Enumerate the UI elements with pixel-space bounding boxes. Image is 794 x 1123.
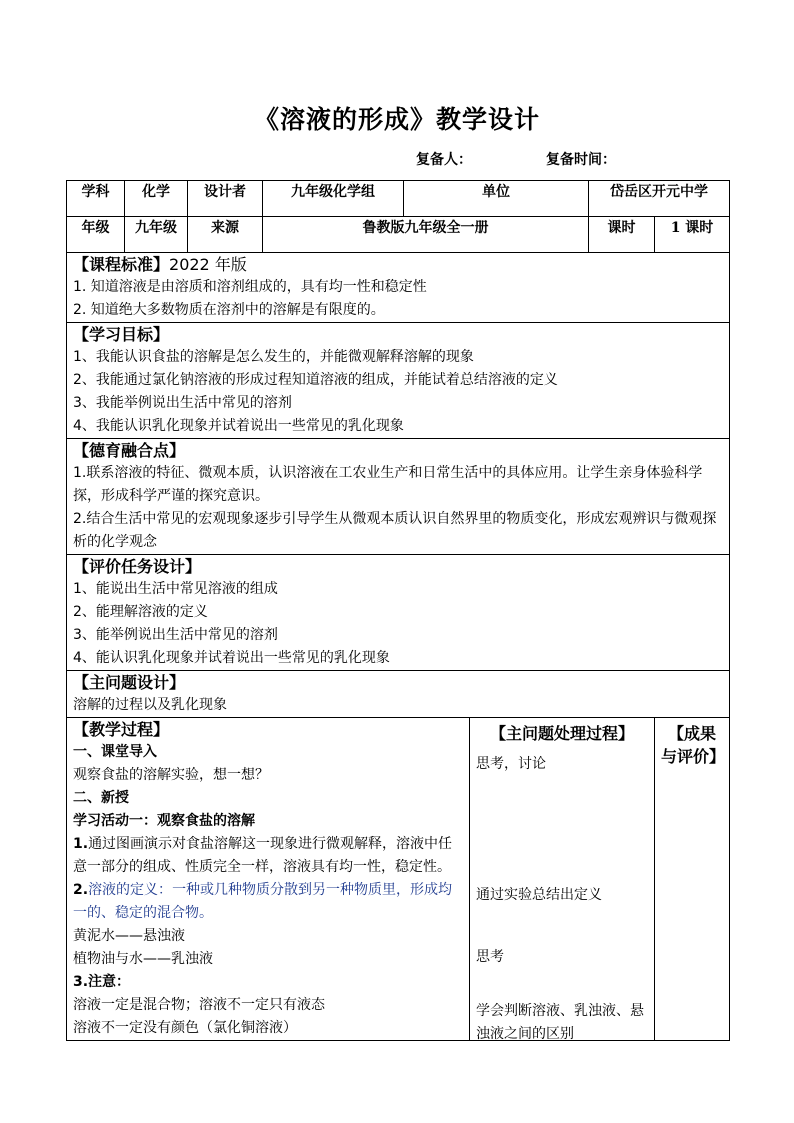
activity-heading: 学习活动一：观察食盐的溶解	[73, 813, 255, 829]
grade-value: 九年级	[125, 217, 188, 253]
designer-value: 九年级化学组	[263, 181, 404, 217]
objectives-section	[67, 323, 730, 439]
process-section	[67, 718, 730, 1041]
evaluation-title: 【评价任务设计】	[73, 557, 202, 576]
objective-item: 3、我能举例说出生活中常见的溶剂	[73, 395, 292, 411]
example-emulsion: 植物油与水——乳浊液	[73, 951, 213, 967]
header-row-2	[67, 217, 730, 253]
note-line: 溶液一定是混合物；溶液不一定只有液态	[73, 997, 325, 1013]
moral-item: 1.联系溶液的特征、微观本质，认识溶液在工农业生产和日常生活中的具体应用。让学生亲身体验科学探，形成科学严谨的探究意识。	[73, 465, 703, 504]
moral-title: 【德育融合点】	[73, 441, 186, 460]
main-question-section	[67, 671, 730, 718]
objective-item: 2、我能通过氯化钠溶液的形成过程知道溶液的组成，并能试着总结溶液的定义	[73, 372, 558, 388]
new-lesson-heading: 二、新授	[73, 790, 129, 806]
designer-label: 设计者	[188, 181, 263, 217]
evaluation-item: 2、能理解溶液的定义	[73, 604, 208, 620]
evaluation-item: 4、能认识乳化现象并试着说出一些常见的乳化现象	[73, 650, 390, 666]
paragraph-1-text: 通过图画演示对食盐溶解这一现象进行微观解释，溶液中任意一部分的组成、性质完全一样，溶液具有均一性，稳定性。	[73, 836, 453, 875]
evaluation-item: 3、能举例说出生活中常见的溶剂	[73, 627, 278, 643]
definition-text: 一种或几种物质分散到另一种物质里，形成均一的、稳定的混合物。	[73, 882, 453, 921]
standards-title: 【课程标准】	[73, 255, 170, 274]
mid-summarize-definition: 通过实验总结出定义	[476, 887, 602, 903]
moral-section	[67, 439, 730, 555]
note-line: 溶液不一定没有颜色（氯化铜溶液）	[73, 1020, 297, 1036]
subject-value: 化学	[125, 181, 188, 217]
document-title: 《溶液的形成》教学设计	[253, 105, 540, 134]
subject-label: 学科	[67, 181, 125, 217]
intro-text: 观察食盐的溶解实验，想一想？	[73, 767, 269, 783]
example-suspension: 黄泥水——悬浊液	[73, 928, 185, 944]
objective-item: 1、我能认识食盐的溶解是怎么发生的，并能微观解释溶解的现象	[73, 349, 474, 365]
lesson-plan-table	[66, 180, 730, 1041]
intro-heading: 一、课堂导入	[73, 744, 157, 760]
grade-label: 年级	[67, 217, 125, 253]
standards-section	[67, 253, 730, 323]
note-heading: 3.注意：	[73, 974, 131, 990]
moral-item: 2.结合生活中常见的宏观现象逐步引导学生从微观本质认识自然界里的物质变化，形成宏观辨识与微观探析的化学观念	[73, 511, 717, 550]
mid-think: 思考	[476, 949, 504, 965]
evaluation-item: 1、能说出生活中常见溶液的组成	[73, 581, 278, 597]
source-value: 鲁教版九年级全一册	[263, 217, 589, 253]
source-label: 来源	[188, 217, 263, 253]
evaluation-section	[67, 555, 730, 671]
standards-item: 1. 知道溶液是由溶质和溶剂组成的，具有均一性和稳定性	[73, 279, 427, 295]
hours-label: 课时	[589, 217, 655, 253]
mid-distinguish: 学会判断溶液、乳浊液、悬浊液之间的区别	[476, 1003, 644, 1042]
review-time-label: 复备时间：	[546, 152, 616, 168]
objective-item: 4、我能认识乳化现象并试着说出一些常见的乳化现象	[73, 418, 404, 434]
results-evaluation-title: 【成果与评价】	[661, 724, 726, 766]
reviewer-label: 复备人：	[416, 152, 472, 168]
main-question-process-title: 【主问题处理过程】	[489, 724, 634, 743]
objectives-title: 【学习目标】	[73, 325, 170, 344]
paragraph-2	[73, 879, 463, 925]
standards-item: 2. 知道绝大多数物质在溶剂中的溶解是有限度的。	[73, 302, 385, 318]
paragraph-1	[73, 833, 463, 879]
paragraph-2-number: 2.	[73, 882, 89, 898]
definition-label: 溶液的定义：	[88, 882, 173, 898]
main-question-content: 溶解的过程以及乳化现象	[73, 697, 227, 713]
mid-think-discuss: 思考，讨论	[476, 756, 546, 772]
main-question-title: 【主问题设计】	[73, 673, 186, 692]
unit-label: 单位	[404, 181, 589, 217]
hours-value: 1 课时	[655, 217, 730, 253]
unit-value: 岱岳区开元中学	[589, 181, 730, 217]
standards-version: 2022 年版	[169, 255, 247, 274]
process-title: 【教学过程】	[73, 720, 170, 739]
paragraph-1-number: 1.	[73, 836, 89, 852]
header-row-1	[67, 181, 730, 217]
